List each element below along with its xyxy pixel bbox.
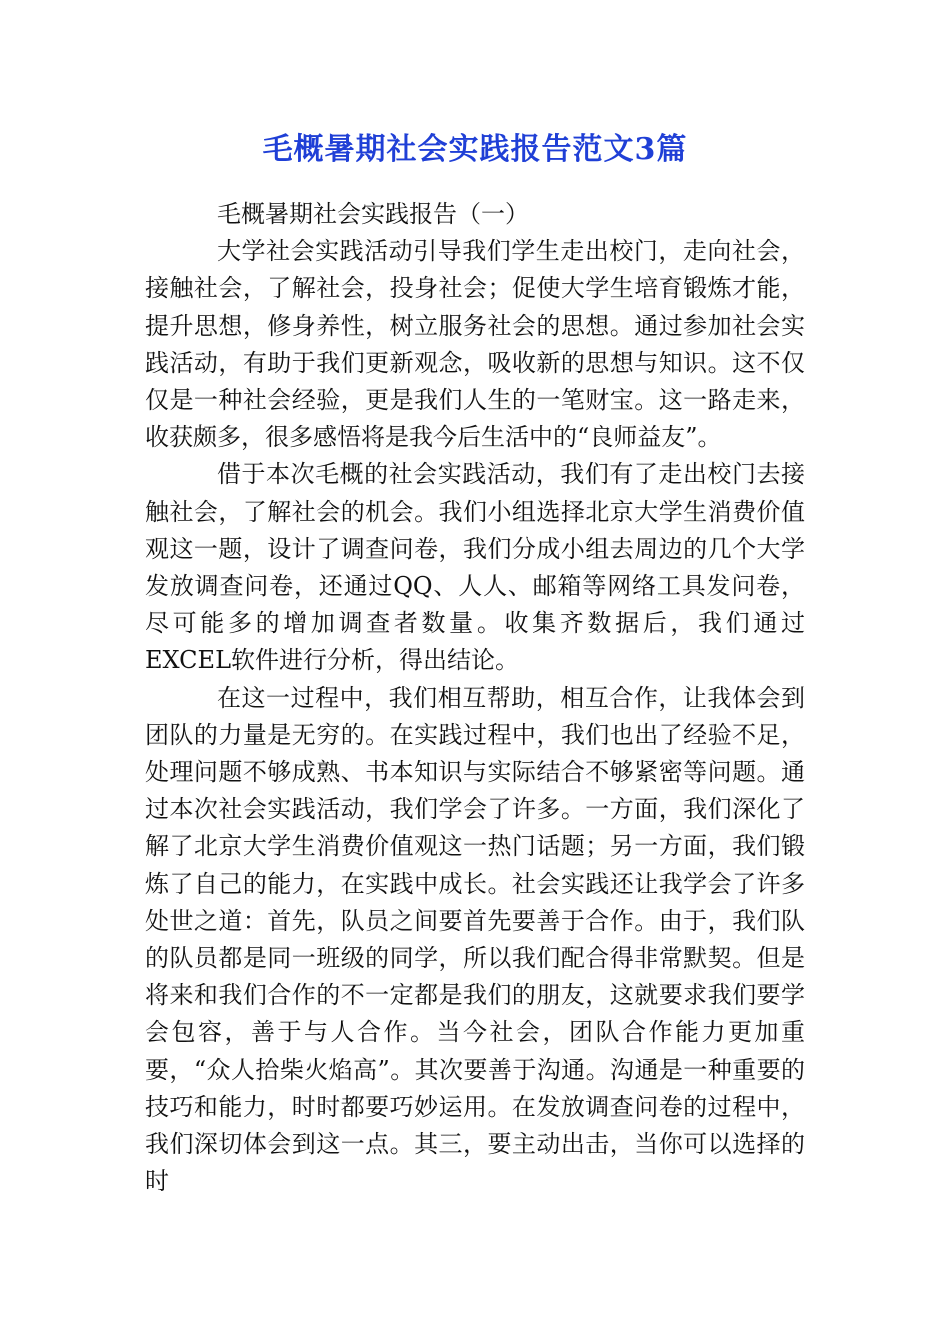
- paragraph-1: 大学社会实践活动引导我们学生走出校门，走向社会，接触社会，了解社会，投身社会；促使大学生培育锻炼才能，提升思想，修身养性，树立服务社会的思想。通过参加社会实践活动，有助于我们更新观念，吸收新的思想与知识。这不仅仅是一种社会经验，更是我们人生的一笔财宝。这一路走来，收获颇多，很多感悟将是我今后生活中的“良师益友”。: [145, 237, 805, 452]
- document-body: [145, 196, 805, 1200]
- document-title: 毛概暑期社会实践报告范文3篇: [262, 132, 688, 167]
- paragraph-3: 在这一过程中，我们相互帮助，相互合作，让我体会到团队的力量是无穷的。在实践过程中，我们也出了经验不足，处理问题不够成熟、书本知识与实际结合不够紧密等问题。通过本次社会实践活动，我们学会了许多。一方面，我们深化了解了北京大学生消费价值观这一热门话题；另一方面，我们锻炼了自己的能力，在实践中成长。社会实践还让我学会了许多处世之道：首先，队员之间要首先要善于合作。由于，我们队的队员都是同一班级的同学，所以我们配合得非常默契。但是将来和我们合作的不一定都是我们的朋友，这就要求我们要学会包容，善于与人合作。当今社会，团队合作能力更加重要，“众人拾柴火焰高”。其次要善于沟通。沟通是一种重要的技巧和能力，时时都要巧妙运用。在发放调查问卷的过程中，我们深切体会到这一点。其三，要主动出击，当你可以选择的时: [145, 683, 805, 1196]
- paragraph-2: 借于本次毛概的社会实践活动，我们有了走出校门去接触社会，了解社会的机会。我们小组选择北京大学生消费价值观这一题，设计了调查问卷，我们分成小组去周边的几个大学发放调查问卷，还通过QQ、人人、邮箱等网络工具发问卷，尽可能多的增加调查者数量。收集齐数据后，我们通过EXCEL软件进行分析，得出结论。: [145, 460, 805, 675]
- section-heading: 毛概暑期社会实践报告（一）: [217, 200, 529, 228]
